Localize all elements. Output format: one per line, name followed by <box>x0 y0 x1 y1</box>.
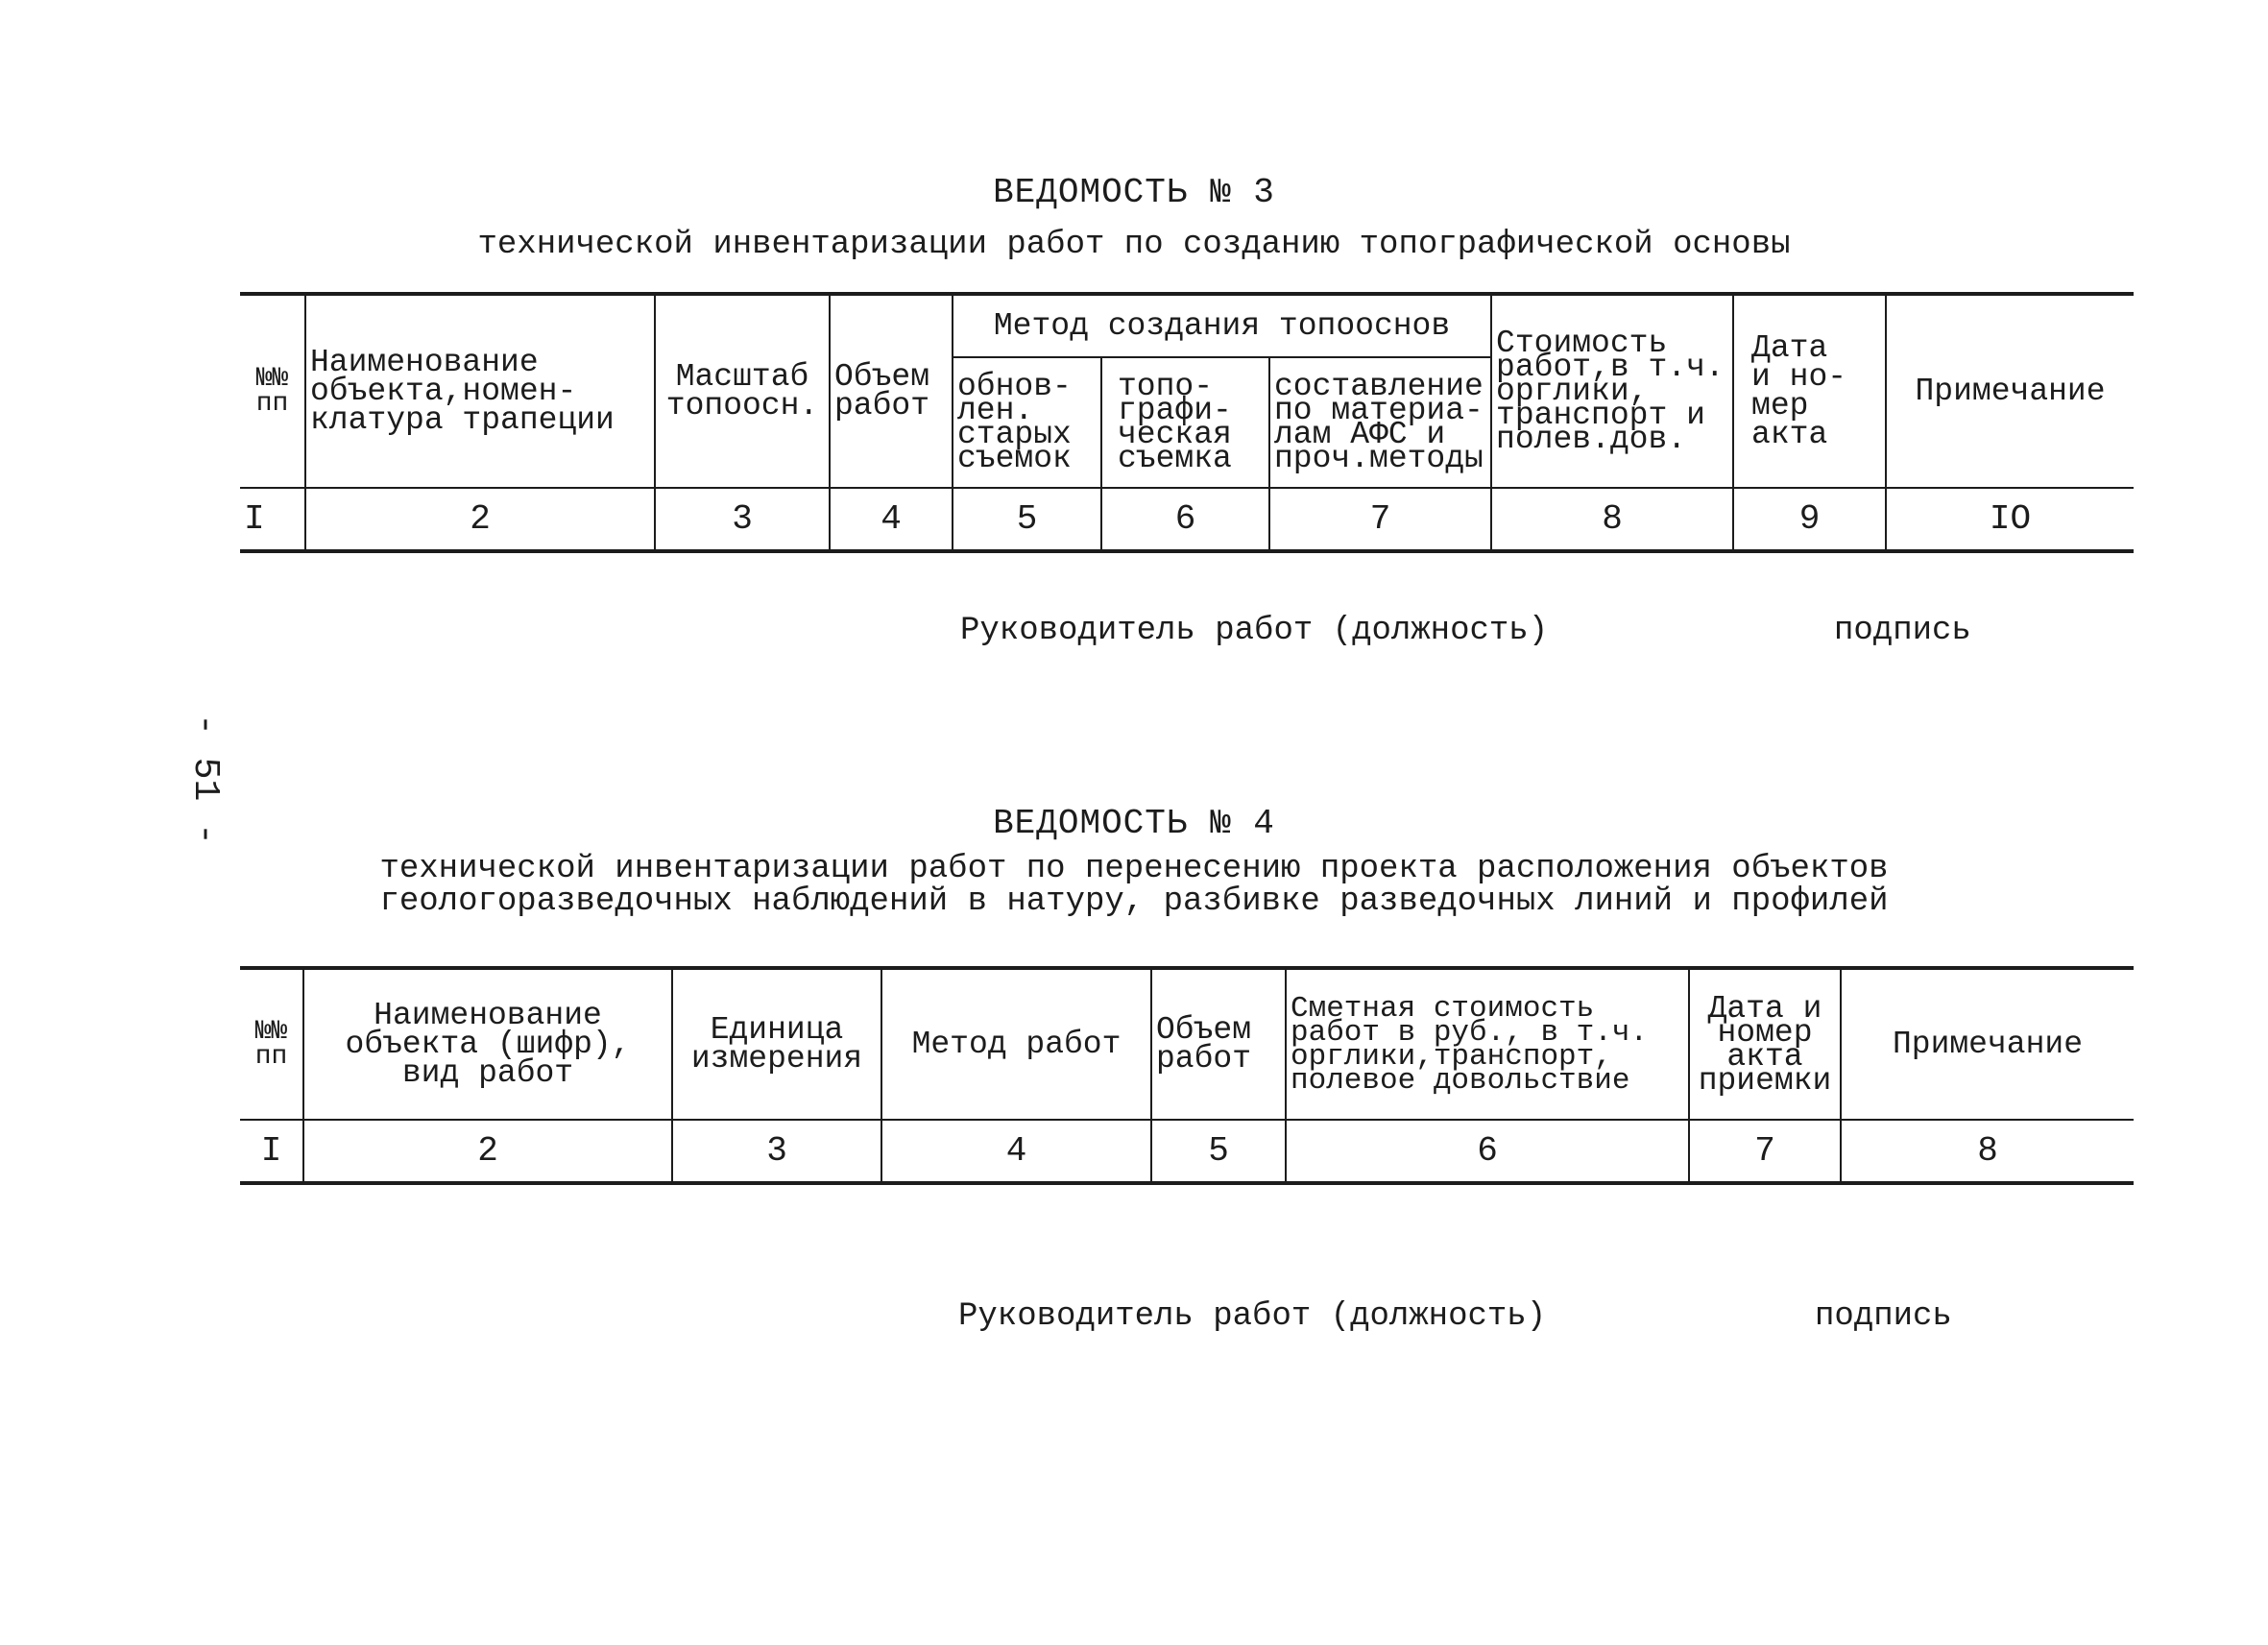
sheet3-subtitle: технической инвентаризации работ по созданию топографической основы <box>477 227 1791 263</box>
sheet3-signature-position: Руководитель работ (должность) <box>960 613 1549 649</box>
sheet4-header-cost: Сметная стоимость работ в руб., в т.ч. орглики,транспорт, полевое довольствие <box>1286 968 1689 1120</box>
sheet4-header-note: Примечание <box>1841 968 2134 1120</box>
sheet3-table <box>240 292 2134 553</box>
sheet3-signature-label: подпись <box>1834 613 1971 649</box>
sheet4-header-row <box>240 968 2134 1120</box>
sheet3-header-scale: Масштаб топоосн. <box>655 294 830 488</box>
sheet3-colnum: IO <box>1886 488 2134 551</box>
sheet4-header-date: Дата и номер акта приемки <box>1689 968 1841 1120</box>
sheet4-colnum: 5 <box>1151 1120 1286 1183</box>
sheet4-signature-label: подпись <box>1815 1298 1952 1335</box>
sheet3-column-number-row <box>240 488 2134 551</box>
sheet3-colnum: 3 <box>655 488 830 551</box>
sheet4-table <box>240 966 2134 1185</box>
sheet3-colnum: 4 <box>830 488 953 551</box>
sheet4-header-volume: Объем работ <box>1151 968 1286 1120</box>
sheet3-title: ВЕДОМОСТЬ № 3 <box>993 173 1275 212</box>
sheet3-colnum: 7 <box>1269 488 1491 551</box>
sheet3-header-name: Наименование объекта,номен- клатура трапеции <box>305 294 655 488</box>
sheet4-signature-position: Руководитель работ (должность) <box>958 1298 1547 1335</box>
sheet4-header-name: Наименование объекта (шифр), вид работ <box>303 968 672 1120</box>
page-number: - 51 - <box>183 714 226 845</box>
sheet3-header-num: №№ пп <box>240 294 305 488</box>
sheet4-colnum: 8 <box>1841 1120 2134 1183</box>
sheet3-header-method-afs: составление по материа- лам АФС и проч.методы <box>1269 357 1491 488</box>
sheet3-header-note: Примечание <box>1886 294 2134 488</box>
sheet4-header-unit: Единица измерения <box>672 968 881 1120</box>
sheet4-colnum: 2 <box>303 1120 672 1183</box>
sheet3-header-method-update: обнов- лен. старых съемок <box>953 357 1101 488</box>
sheet4-colnum: I <box>240 1120 303 1183</box>
sheet4-header-num: №№ пп <box>240 968 303 1120</box>
sheet4-subtitle-line-2: геологоразведочных наблюдений в натуру, разбивке разведочных линий и профилей <box>379 883 1889 920</box>
sheet4-colnum: 7 <box>1689 1120 1841 1183</box>
sheet4-colnum: 4 <box>881 1120 1151 1183</box>
sheet3-header-date: Дата и но- мер акта <box>1733 294 1886 488</box>
sheet3-colnum: 9 <box>1733 488 1886 551</box>
sheet3-colnum: 6 <box>1101 488 1269 551</box>
sheet3-header-row-1 <box>240 294 2134 357</box>
sheet4-subtitle <box>0 853 2268 918</box>
sheet4-title: ВЕДОМОСТЬ № 4 <box>993 804 1275 843</box>
sheet3-header-volume: Объем работ <box>830 294 953 488</box>
sheet4-colnum: 6 <box>1286 1120 1689 1183</box>
sheet3-header-method-group: Метод создания топооснов <box>953 294 1491 357</box>
sheet3-header-method-topo: топо- графи- ческая съемка <box>1101 357 1269 488</box>
sheet3-header-cost: Стоимость работ,в т.ч. орглики, транспорт и полев.дов. <box>1491 294 1733 488</box>
sheet4-subtitle-line-1: технической инвентаризации работ по перенесению проекта расположения объектов <box>379 851 1889 887</box>
sheet4-colnum: 3 <box>672 1120 881 1183</box>
sheet4-column-number-row <box>240 1120 2134 1183</box>
sheet4-header-method: Метод работ <box>881 968 1151 1120</box>
sheet3-colnum: 2 <box>305 488 655 551</box>
sheet3-colnum: 5 <box>953 488 1101 551</box>
sheet3-colnum: I <box>240 488 305 551</box>
sheet3-colnum: 8 <box>1491 488 1733 551</box>
